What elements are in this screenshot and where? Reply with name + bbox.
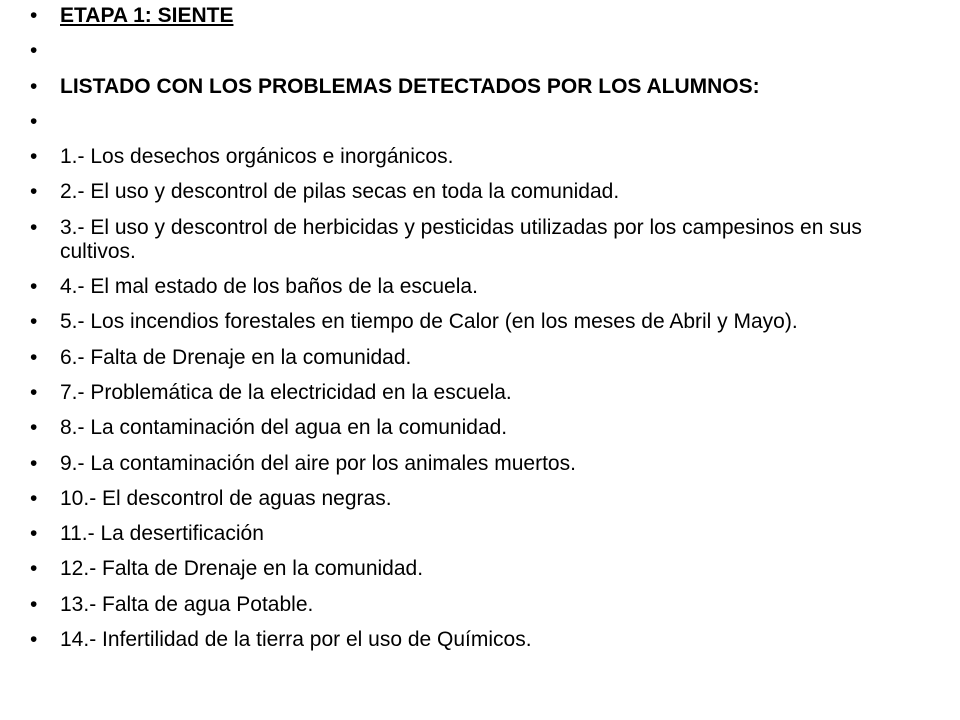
bullet-list [30, 4, 920, 652]
list-item: • 9.- La contaminación del aire por los animales muertos. [30, 452, 920, 476]
stage-heading: ETAPA 1: SIENTE [60, 4, 234, 27]
list-heading-item [30, 75, 920, 99]
stage-heading-item [30, 4, 920, 28]
list-item: • 7.- Problemática de la electricidad en la escuela. [30, 381, 920, 405]
list-item: • 11.- La desertificación [30, 522, 920, 546]
list-item: • 13.- Falta de agua Potable. [30, 593, 920, 617]
list-item: • 3.- El uso y descontrol de herbicidas y pesticidas utilizadas por los campesinos en sus cultivos. [30, 216, 920, 264]
list-item: • 6.- Falta de Drenaje en la comunidad. [30, 346, 920, 370]
empty-bullet [30, 39, 920, 63]
list-item: • 10.- El descontrol de aguas negras. [30, 487, 920, 511]
list-item: • 1.- Los desechos orgánicos e inorgánicos. [30, 145, 920, 169]
list-item: • 8.- La contaminación del agua en la comunidad. [30, 416, 920, 440]
empty-bullet [30, 110, 920, 134]
list-item: • 2.- El uso y descontrol de pilas secas en toda la comunidad. [30, 180, 920, 204]
list-item: • 12.- Falta de Drenaje en la comunidad. [30, 557, 920, 581]
list-heading: LISTADO CON LOS PROBLEMAS DETECTADOS POR LOS ALUMNOS: [60, 74, 760, 98]
list-item: • 4.- El mal estado de los baños de la escuela. [30, 275, 920, 299]
list-item: • 14.- Infertilidad de la tierra por el uso de Químicos. [30, 628, 920, 652]
list-item: • 5.- Los incendios forestales en tiempo de Calor (en los meses de Abril y Mayo). [30, 310, 920, 334]
